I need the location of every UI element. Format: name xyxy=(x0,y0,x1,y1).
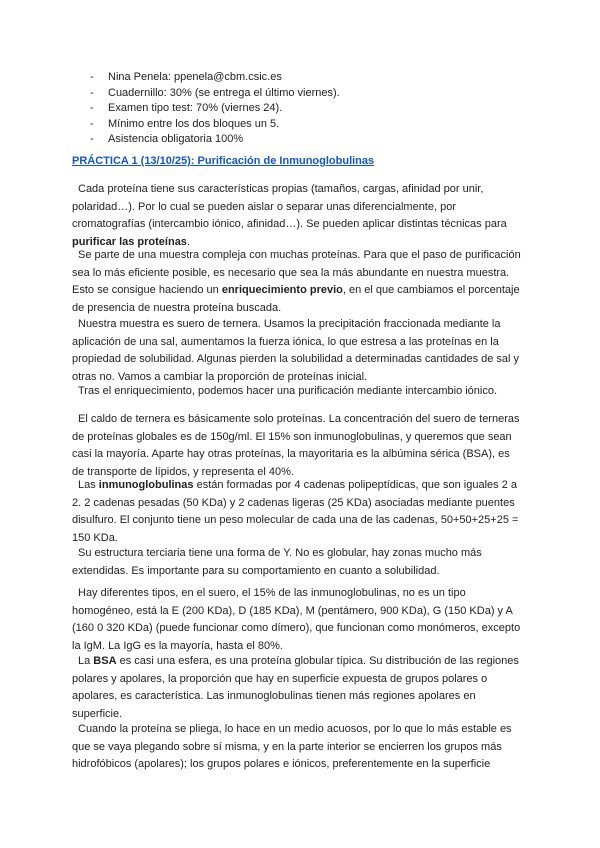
text-line: Hay diferentes tipos, en el suero, el 15% de las inmunoglobulinas, no es un tipo xyxy=(78,587,466,599)
section-heading: PRÁCTICA 1 (13/10/25): Purificación de Inmunoglobulinas xyxy=(72,155,375,167)
text-fragment: Las xyxy=(78,479,99,491)
paragraph-10 xyxy=(72,721,532,774)
text-line: 150 KDa. xyxy=(72,531,118,544)
text-line: (160 0 320 KDa) (puede funcionar como dímero), que funcionan como monómeros, excepto xyxy=(72,622,521,635)
list-item xyxy=(90,101,340,117)
list-item xyxy=(90,132,340,148)
text-line xyxy=(72,653,532,671)
text-line: la IgM. La IgG es la mayoría, hasta el 80%. xyxy=(72,639,283,652)
text-line xyxy=(72,282,532,300)
paragraph-8 xyxy=(72,585,532,655)
bullet-text: Mínimo entre los dos bloques un 5. xyxy=(108,117,280,130)
text-fragment: Esto se consigue haciendo un xyxy=(72,284,222,297)
text-line: superficie. xyxy=(72,707,123,720)
paragraph-1 xyxy=(72,181,532,251)
text-line: hidrofóbicos (apolares); los grupos polares e iónicos, preferentemente en la superficie xyxy=(72,758,491,771)
text-line: Cuando la proteína se pliega, lo hace en un medio acuosos, por lo que lo más estable es xyxy=(78,723,512,735)
text-line: de presencia de nuestra proteína buscada. xyxy=(72,301,282,314)
bold-term: purificar las proteínas xyxy=(72,235,187,248)
text-line: 2. 2 cadenas pesadas (50 KDa) y 2 cadenas ligeras (25 KDa) asociadas mediante puentes xyxy=(72,496,515,509)
paragraph-6 xyxy=(72,477,532,547)
text-fragment: La xyxy=(78,655,94,667)
list-item xyxy=(90,70,340,86)
text-line: casi la mayoría. Aparte hay otras proteínas, la mayoritaria es la albúmina sérica (BSA), es xyxy=(72,448,510,461)
text-line: apolares, es característica. Las inmunoglobulinas tienen más regiones apolares en xyxy=(72,690,476,703)
text-line: cromatografías (intercambio iónico, afinidad…). Se pueden aplicar distintas técnicas para xyxy=(72,218,507,231)
text-line: de transporte de lípidos, y representa el 40%. xyxy=(72,465,294,478)
bullet-dash: - xyxy=(90,117,94,130)
text-line: Cada proteína tiene sus características propias (tamaños, cargas, afinidad por unir, xyxy=(78,183,484,195)
paragraph-7 xyxy=(72,545,532,580)
bullet-text: Cuadernillo: 30% (se entrega el último viernes). xyxy=(108,86,340,99)
bold-term: inmunoglobulinas xyxy=(98,479,194,491)
bullet-text: Nina Penela: ppenela@cbm.csic.es xyxy=(108,71,282,83)
bullet-dash: - xyxy=(90,71,94,83)
text-line: propiedad de solubilidad. Algunas pierden la solubilidad a determinadas cantidades de sal y xyxy=(72,353,520,366)
text-line: polares y apolares, la proporción que hay en superficie expuesta de grupos polares o xyxy=(72,672,488,685)
text-fragment: , en el que cambiamos el porcentaje xyxy=(342,284,520,297)
text-line: disulfuro. El conjunto tiene un peso molecular de cada una de las cadenas, 50+50+25+25 = xyxy=(72,514,519,527)
text-line: aplicación de una sal, aumentamos la fuerza iónica, lo que estresa a las proteínas en la xyxy=(72,335,499,348)
text-line: de proteínas globales es de 150g/ml. El 15% son inmunoglobulinas, y queremos que sean xyxy=(72,430,512,443)
paragraph-2 xyxy=(72,247,532,317)
text-line: Nuestra muestra es suero de ternera. Usamos la precipitación fraccionada mediante la xyxy=(78,318,501,330)
text-line: Su estructura terciaria tiene una forma de Y. No es globular, hay zonas mucho más xyxy=(78,547,482,559)
text-fragment: es casi una esfera, es una proteína globular típica. Su distribución de las regiones xyxy=(116,655,519,667)
text-line: Tras el enriquecimiento, podemos hacer una purificación mediante intercambio iónico. xyxy=(78,385,498,397)
paragraph-4 xyxy=(72,383,532,401)
bold-term: enriquecimiento previo xyxy=(221,284,343,297)
text-fragment: . xyxy=(186,235,190,248)
bullet-text: Asistencia obligatoria 100% xyxy=(108,133,244,145)
paragraph-5 xyxy=(72,411,532,481)
text-line: que se vaya plegando sobre sí misma, y en la parte interior se encierren los grupos más xyxy=(72,740,502,753)
list-item xyxy=(90,117,340,133)
info-bullet-list xyxy=(90,70,340,148)
bullet-dash: - xyxy=(90,102,94,114)
text-line: extendidas. Es importante para su comportamiento en cuanto a solubilidad. xyxy=(72,564,440,577)
paragraph-3 xyxy=(72,316,532,386)
bullet-dash: - xyxy=(90,86,94,99)
text-line xyxy=(72,477,532,495)
bullet-dash: - xyxy=(90,133,94,145)
paragraph-9 xyxy=(72,653,532,723)
text-line: sea lo más eficiente posible, es necesario que sea la más abundante en nuestra muestra. xyxy=(72,266,510,279)
text-line: El caldo de ternera es básicamente solo proteínas. La concentración del suero de terneras xyxy=(78,413,520,425)
text-line: otras no. Vamos a cambiar la proporción de proteínas inicial. xyxy=(72,370,368,383)
text-line: homogéneo, está la E (200 KDa), D (185 KDa), M (pentámero, 900 KDa), G (150 KDa) y A xyxy=(72,604,513,617)
text-fragment: están formadas por 4 cadenas polipeptídicas, que son iguales 2 a xyxy=(193,479,518,491)
text-line: Se parte de una muestra compleja con muchas proteínas. Para que el paso de purificación xyxy=(78,249,521,261)
bullet-text: Examen tipo test: 70% (viernes 24). xyxy=(108,102,283,114)
bold-term: BSA xyxy=(93,655,117,667)
text-line: polaridad…). Por lo cual se pueden aislar o separar unas diferencialmente, por xyxy=(72,200,456,213)
list-item xyxy=(90,86,340,102)
